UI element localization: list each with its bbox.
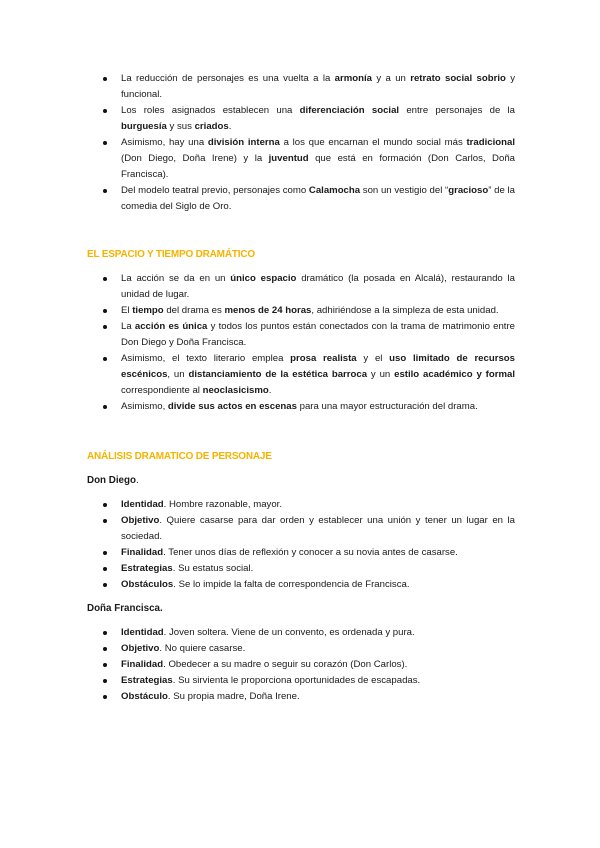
bold-run: uso limitado de recursos escénicos [121, 353, 515, 380]
bullet-icon [103, 277, 107, 281]
text-run: El [121, 305, 133, 316]
text-run: . [268, 385, 272, 396]
list-item [87, 135, 515, 183]
bold-run: divide sus actos en escenas [167, 401, 297, 412]
text-run: y a un [371, 73, 411, 84]
list-item [87, 271, 515, 303]
text-run: . Su propia madre, Doña Irene. [167, 691, 300, 702]
bullet-icon [103, 325, 107, 329]
bullet-icon [103, 583, 107, 587]
bullet-icon [103, 405, 107, 409]
bold-run: Finalidad [121, 547, 164, 558]
bold-run: Identidad [121, 499, 164, 510]
list-item [87, 561, 515, 577]
text-run: , un [167, 369, 189, 380]
bold-run: Objetivo [121, 515, 160, 526]
list-item [87, 657, 515, 673]
character-name-don-diego [87, 475, 139, 486]
text-run: dramático (la posada en Alcalá), restaurando la unidad de lugar. [121, 273, 515, 300]
text-run: entre personajes de la [399, 105, 515, 116]
bold-run: Objetivo [121, 643, 160, 654]
space-time-list [87, 271, 515, 415]
text-run: del drama es [163, 305, 225, 316]
list-item [87, 625, 515, 641]
text-run: . No quiere casarse. [159, 643, 246, 654]
bullet-icon [103, 309, 107, 313]
bold-run: único espacio [230, 273, 297, 284]
text-run: La acción se da en un [121, 273, 231, 284]
list-item [87, 641, 515, 657]
bold-run: Obstáculo [121, 691, 168, 702]
section-title-space-time: EL ESPACIO Y TIEMPO DRAMÁTICO [87, 249, 255, 260]
text-run: . Quiere casarse para dar orden y establecer una unión y tener un lugar en la sociedad. [121, 515, 515, 542]
text-run: y el [356, 353, 390, 364]
bold-run: armonía [334, 73, 372, 84]
list-item [87, 71, 515, 103]
text-run: y sus [166, 121, 195, 132]
text-run: Asimismo, [121, 401, 168, 412]
bold-run: Finalidad [121, 659, 164, 670]
text-run: . Su estatus social. [172, 563, 254, 574]
bold-run: estilo académico y formal [394, 369, 515, 380]
bullet-icon [103, 631, 107, 635]
list-item [87, 399, 515, 415]
text-run: . Su sirvienta le proporciona oportunidades de escapadas. [172, 675, 421, 686]
bold-run: burguesía [121, 121, 167, 132]
text-run: . Tener unos días de reflexión y conocer a su novia antes de casarse. [163, 547, 458, 558]
text-run: . [228, 121, 232, 132]
bold-run: Calamocha [308, 185, 361, 196]
bullet-icon [103, 663, 107, 667]
bold-run: división interna [207, 137, 280, 148]
section-title-character-analysis: ANÁLISIS DRAMATICO DE PERSONAJE [87, 451, 272, 462]
text-run: . Obedecer a su madre o seguir su corazón (Don Carlos). [163, 659, 408, 670]
list-item [87, 513, 515, 545]
list-item [87, 319, 515, 351]
bullet-icon [103, 647, 107, 651]
text-run: Asimismo, hay una [121, 137, 208, 148]
list-item [87, 577, 515, 593]
text-run: correspondiente al [121, 385, 203, 396]
text-run: . Se lo impide la falta de correspondencia de Francisca. [173, 579, 410, 590]
text-run: . Joven soltera. Viene de un convento, es ordenada y pura. [163, 627, 415, 638]
bold-run: diferenciación social [299, 105, 400, 116]
bullet-icon [103, 503, 107, 507]
text-run: Asimismo, el texto literario emplea [121, 353, 291, 364]
list-item [87, 351, 515, 399]
list-item [87, 303, 515, 319]
bold-run: Estrategias [121, 675, 173, 686]
bullet-icon [103, 679, 107, 683]
text-run: y todos los puntos están conectados con la trama de matrimonio entre Don Diego y Doña Francisca. [121, 321, 516, 348]
list-item [87, 103, 515, 135]
text-run: . Hombre razonable, mayor. [163, 499, 283, 510]
character-name-dona-francisca: Doña Francisca. [87, 603, 163, 614]
bold-run: Identidad [121, 627, 164, 638]
text-run: que está en formación (Don Carlos, Doña Francisca). [121, 153, 515, 180]
bullet-icon [103, 109, 107, 113]
text-run: ” de la comedia del Siglo de Oro. [121, 185, 515, 212]
text-run: Del modelo teatral previo, personajes como [121, 185, 309, 196]
list-item [87, 497, 515, 513]
text-run: son un vestigio del “ [360, 185, 449, 196]
text-run: (Don Diego, Doña Irene) y la [121, 153, 269, 164]
bullet-icon [103, 357, 107, 361]
text-run: Los roles asignados establecen una [121, 105, 300, 116]
bold-run: neoclasicismo [202, 385, 269, 396]
character-name-suffix: . [135, 475, 139, 486]
text-run: a los que encarnan el mundo social más [279, 137, 467, 148]
bold-run: Estrategias [121, 563, 173, 574]
character-name-text: Don Diego [87, 475, 136, 486]
bold-run: menos de 24 horas [224, 305, 312, 316]
text-run: La [121, 321, 135, 332]
bold-run: Obstáculos [121, 579, 174, 590]
bullet-icon [103, 141, 107, 145]
list-item [87, 689, 515, 705]
bullet-icon [103, 695, 107, 699]
don-diego-list [87, 497, 515, 593]
bold-run: criados [194, 121, 229, 132]
list-item [87, 545, 515, 561]
text-run: y un [367, 369, 395, 380]
dona-francisca-list [87, 625, 515, 705]
bold-run: retrato social sobrio [410, 73, 506, 84]
bullet-icon [103, 567, 107, 571]
text-run: , adhiriéndose a la simpleza de esta unidad. [311, 305, 499, 316]
bold-run: tradicional [466, 137, 515, 148]
text-run: y funcional. [121, 73, 516, 100]
bullet-icon [103, 551, 107, 555]
bold-run: prosa realista [290, 353, 357, 364]
bold-run: gracioso [448, 185, 489, 196]
text-run: La reducción de personajes es una vuelta a la [121, 73, 335, 84]
bullet-icon [103, 77, 107, 81]
bold-run: acción es única [134, 321, 208, 332]
list-item [87, 183, 515, 215]
bullet-icon [103, 189, 107, 193]
text-run: para una mayor estructuración del drama. [296, 401, 478, 412]
dramatic-features-list [87, 71, 515, 215]
bold-run: juventud [268, 153, 309, 164]
bold-run: distanciamiento de la estética barroca [188, 369, 368, 380]
list-item [87, 673, 515, 689]
bold-run: tiempo [132, 305, 164, 316]
bullet-icon [103, 519, 107, 523]
